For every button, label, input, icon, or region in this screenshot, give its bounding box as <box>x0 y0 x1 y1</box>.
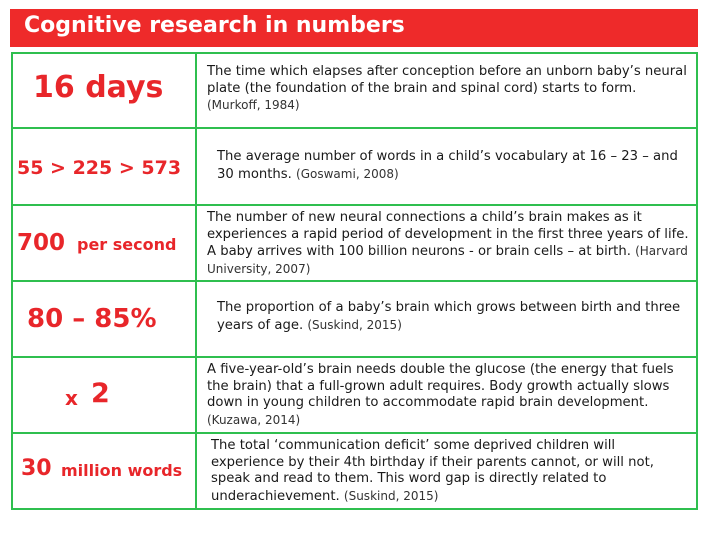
citation: (Suskind, 2015) <box>343 488 439 503</box>
description <box>217 149 690 183</box>
description-text: The time which elapses after conception before an unborn baby’s neural plate (the foundation of the brain and spinal cord) starts to form. <box>207 64 687 96</box>
stat-value: 55 > 225 > 573 <box>17 157 182 179</box>
stat-value: 16 days <box>33 70 164 105</box>
table-row <box>13 434 696 508</box>
description <box>217 300 690 334</box>
description-text: The average number of words in a child’s vocabulary at 16 – 23 – and 30 months. <box>217 149 678 182</box>
table-row <box>13 358 696 434</box>
citation: (Murkoff, 1984) <box>207 98 300 112</box>
stat-cell <box>13 358 197 432</box>
stat-value: 2 <box>91 378 110 409</box>
stat-cell <box>13 129 197 204</box>
table-row <box>13 206 696 282</box>
description-text: The total ‘communication deficit’ some deprived children will experience by their 4th birthday if their parents cannot, or will not, speak and read to them. This word gap is directly related to underachievement. <box>211 438 654 504</box>
stat-value: 80 – 85% <box>27 304 157 334</box>
description-text: A five-year-old’s brain needs double the glucose (the energy that fuels the brain) that a full-grown adult requires. Body growth actually slows down in young children to accommodate rapid brain development. <box>207 362 674 410</box>
stat-unit: million words <box>61 461 183 480</box>
table-row <box>13 129 696 206</box>
citation: (Suskind, 2015) <box>307 317 402 332</box>
description <box>211 438 690 505</box>
stat-prefix: x <box>65 386 78 410</box>
stat-cell <box>13 206 197 280</box>
description-text: The number of new neural connections a child’s brain makes as it experiences a rapid period of development in the first three years of life. A baby arrives with 100 billion neurons - or brain cells – at birth. <box>207 210 689 259</box>
stat-unit: per second <box>77 235 177 254</box>
stat-cell <box>13 282 197 356</box>
citation: (Harvard University, 2007) <box>207 244 688 276</box>
description <box>207 210 690 278</box>
stat-cell <box>13 54 197 127</box>
title-bar <box>10 9 698 47</box>
table-row <box>13 282 696 358</box>
description <box>207 362 690 429</box>
page-title: Cognitive research in numbers <box>24 13 405 38</box>
stat-value: 700 <box>17 230 66 256</box>
stat-cell <box>13 434 197 508</box>
description <box>207 64 690 115</box>
table-row <box>13 54 696 129</box>
stat-value: 30 <box>21 456 52 481</box>
description-text: The proportion of a baby’s brain which grows between birth and three years of age. <box>217 300 681 333</box>
stats-table <box>11 52 698 510</box>
citation: (Kuzawa, 2014) <box>207 412 301 427</box>
citation: (Goswami, 2008) <box>296 166 399 181</box>
